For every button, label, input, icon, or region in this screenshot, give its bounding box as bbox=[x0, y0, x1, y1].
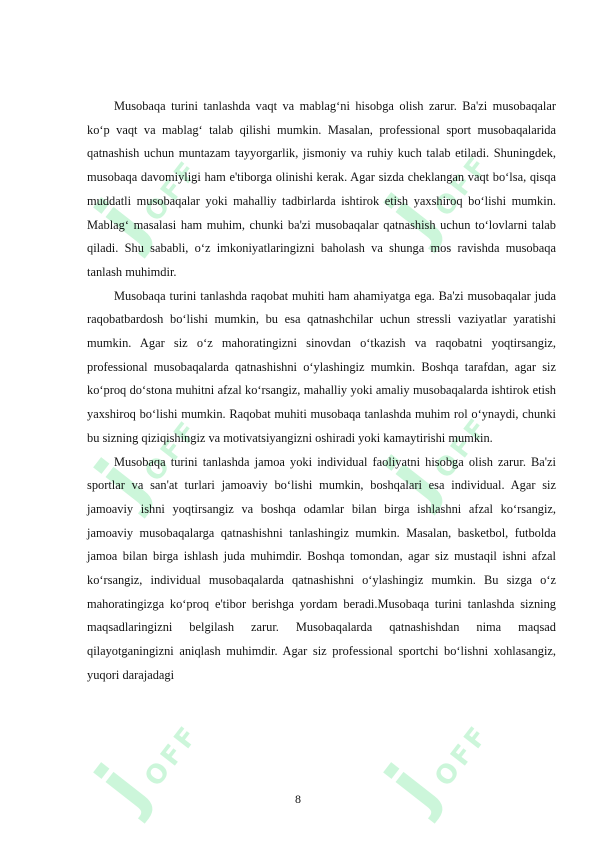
paragraph-team-or-individual: Musobaqa turini tanlashda jamoa yoki individual faoliyatni hisobga olish zarur. Ba'zi sportlar va san'at turlari jamoaviy bo‘lishi mumkin, boshqalari esa individual. Agar siz jamoaviy ishni yoqtirsangiz va boshqa odamlar bilan birga ishlashni afzal ko‘rsangiz, jamoaviy musobaqalarga qatnashishni tanlashingiz mumkin. Masalan, basketbol, futbolda jamoa bilan birga ishlash juda muhimdir. Boshqa tomondan, agar siz mustaqil ishni afzal ko‘rsangiz, individual musobaqalarda qatnashishni o‘ylashingiz mumkin. Bu sizga o‘z mahoratingizga ko‘proq e'tibor berishga yordam beradi.Musobaqa turini tanlashda sizning maqsadlaringizni belgilash zarur. Musobaqalarda qatnashishdan nima maqsad qilayotganingizni aniqlash muhimdir. Agar siz professional sportchi bo‘lishni xohlasangiz, yuqori darajadagi bbox=[87, 454, 556, 682]
watermark-bottom-left: ϳOFF bbox=[80, 718, 206, 823]
watermark-top-left: ϳOFF bbox=[80, 153, 206, 258]
body-text bbox=[87, 95, 556, 688]
paragraph-time-and-money: Musobaqa turini tanlashda vaqt va mablag‘ni hisobga olish zarur. Ba'zi musobaqalar ko‘p vaqt va mablag‘ talab qilishi mumkin. Masalan, professional sport musobaqalarida qatnashish uchun muntazam tayyorgarlik, jismoniy va ruhiy kuch talab etiladi. Shuningdek, musobaqa davomiyligi ham e'tiborga olinishi kerak. Agar sizda cheklangan vaqt bo‘lsa, qisqa muddatli musobaqalar yoki mahalliy tadbirlarda ishtirok etish yaxshiroq bo‘lishi mumkin. Mablag‘ masalasi ham muhim, chunki ba'zi musobaqalar qatnashish uchun to‘lovlarni talab qiladi. Shu sababli, o‘z imkoniyatlaringizni baholash va shunga mos ravishda musobaqa tanlash muhimdir. bbox=[87, 99, 556, 279]
watermark-middle-right: ϳOFF bbox=[370, 410, 496, 515]
watermark-middle-left: ϳOFF bbox=[80, 413, 206, 518]
watermark-bottom-right: ϳOFF bbox=[370, 718, 496, 823]
paragraph-competition-environment: Musobaqa turini tanlashda raqobat muhiti ham ahamiyatga ega. Ba'zi musobaqalar juda raqobatbardosh bo‘lishi mumkin, bu esa qatnashchilar uchun stressli vaziyatlar yaratishi mumkin. Agar siz o‘z mahoratingizni sinovdan o‘tkazish va raqobatni yoqtirsangiz, professional musobaqalarda qatnashishni o‘ylashingiz mumkin. Boshqa tarafdan, agar siz ko‘proq do‘stona muhitni afzal ko‘rsangiz, mahalliy yoki amaliy musobaqalarda ishtirok etish yaxshiroq bo‘lishi mumkin. Raqobat muhiti musobaqa tanlashda muhim rol o‘ynaydi, chunki bu sizning qiziqishingiz va motivatsiyangizni oshiradi yoki kamaytirishi mumkin. bbox=[87, 288, 556, 445]
watermark-top-right: ϳOFF bbox=[370, 148, 496, 253]
page-number: 8 bbox=[295, 792, 301, 806]
